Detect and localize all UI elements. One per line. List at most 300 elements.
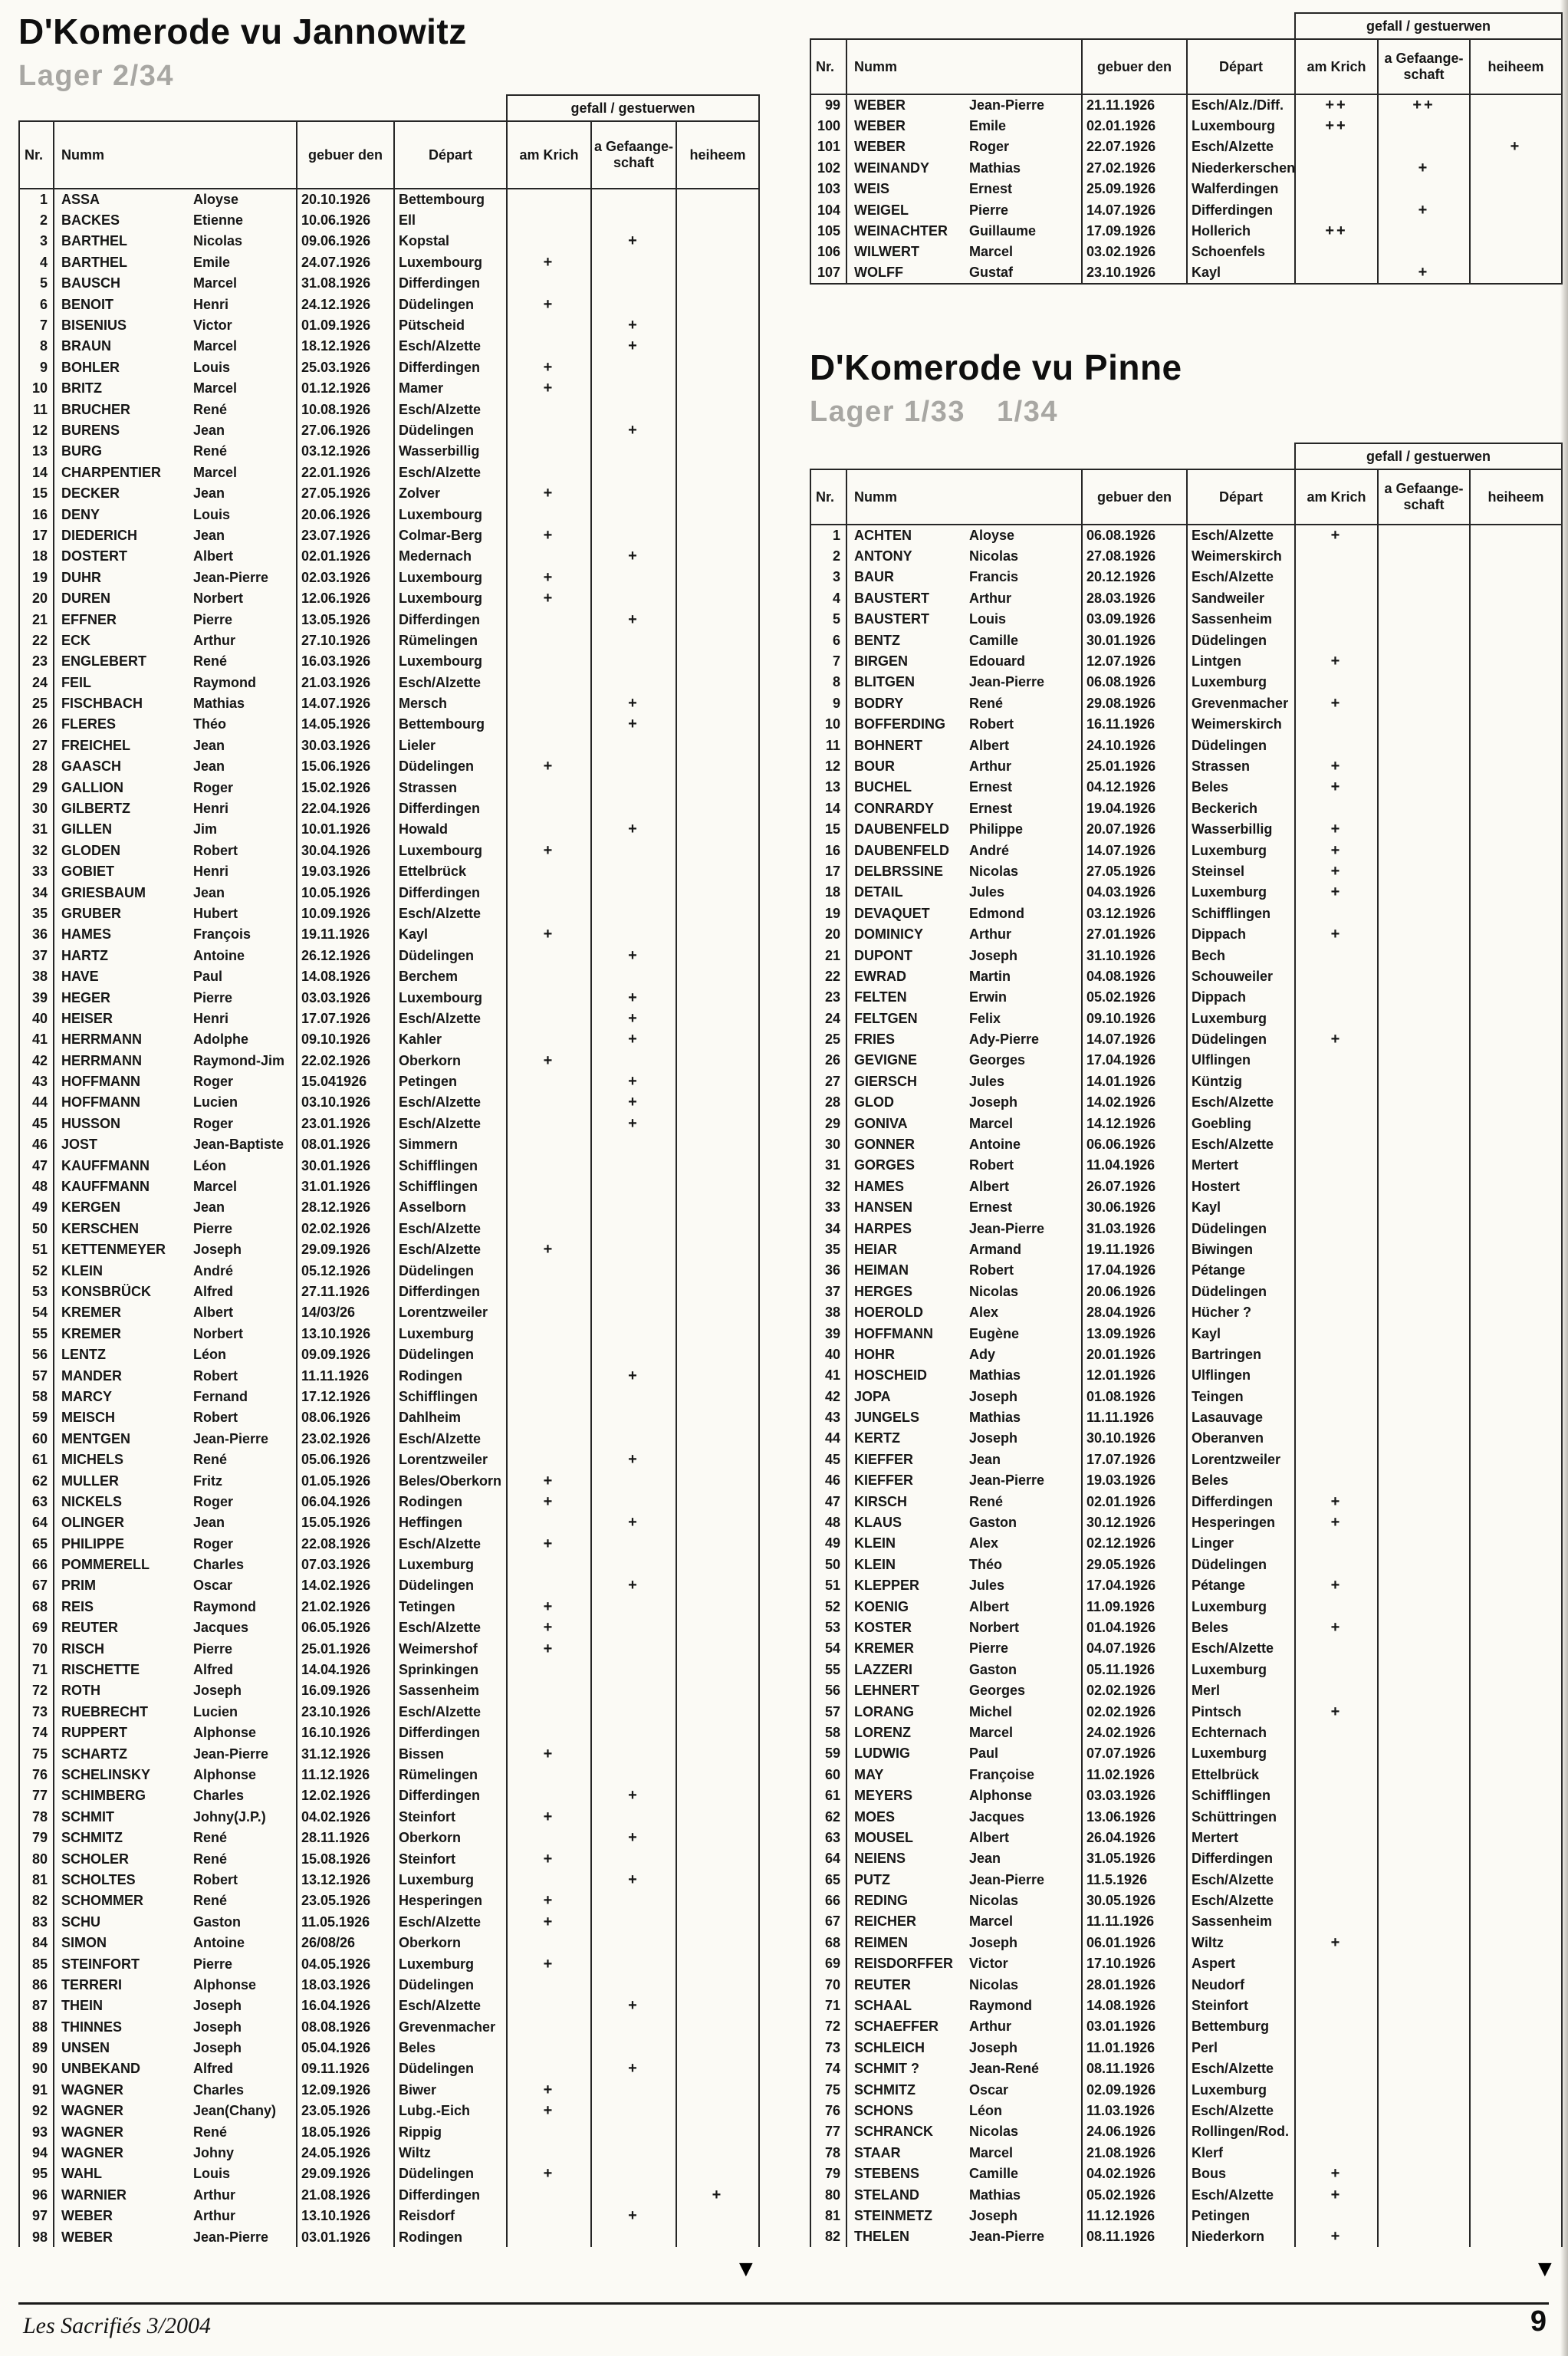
table-row xyxy=(810,903,1562,923)
row-mark-am-krich xyxy=(507,273,591,294)
row-surname: KIEFFER xyxy=(854,1472,914,1489)
row-mark-am-krich xyxy=(1295,1071,1378,1091)
row-firstname: Jean xyxy=(193,527,225,543)
row-number: 84 xyxy=(19,1932,54,1953)
row-mark-gefaangeschaft xyxy=(591,294,676,314)
table-row xyxy=(19,1176,759,1196)
row-mark-am-krich xyxy=(1295,609,1378,630)
row-mark-gefaangeschaft xyxy=(591,2016,676,2037)
row-name xyxy=(846,714,1082,735)
row-number: 22 xyxy=(810,966,846,986)
row-mark-am-krich xyxy=(1295,1428,1378,1449)
row-mark-heiheem xyxy=(676,482,759,503)
row-birthdate: 30.12.1926 xyxy=(1082,1512,1187,1532)
row-mark-gefaangeschaft xyxy=(591,1197,676,1218)
row-firstname: Adolphe xyxy=(193,1032,248,1048)
table-row xyxy=(810,860,1562,881)
row-depart: Luxemburg xyxy=(1187,672,1295,693)
row-mark-gefaangeschaft xyxy=(591,587,676,608)
row-depart: Düdelingen xyxy=(1187,1218,1295,1239)
row-firstname: Alphonse xyxy=(193,1766,257,1782)
row-mark-am-krich xyxy=(1295,1638,1378,1659)
row-surname: CONRARDY xyxy=(854,800,935,816)
row-name xyxy=(846,1596,1082,1617)
row-firstname: Henri xyxy=(193,296,229,312)
row-mark-gefaangeschaft xyxy=(1378,630,1470,650)
row-birthdate: 16.09.1926 xyxy=(297,1680,394,1701)
row-number: 42 xyxy=(810,1386,846,1407)
row-depart: Hesperingen xyxy=(1187,1512,1295,1532)
table-row xyxy=(810,1764,1562,1785)
row-birthdate: 17.12.1926 xyxy=(297,1386,394,1407)
table-row xyxy=(810,1449,1562,1469)
row-firstname: Jean-Pierre xyxy=(969,2229,1045,2245)
row-mark-am-krich xyxy=(1295,1869,1378,1890)
row-mark-am-krich xyxy=(1295,1743,1378,1764)
row-mark-am-krich: + xyxy=(1295,2226,1378,2247)
row-surname: JUNGELS xyxy=(854,1410,920,1426)
row-name xyxy=(846,860,1082,881)
row-depart: Schoenfels xyxy=(1187,242,1295,262)
row-name xyxy=(846,1533,1082,1554)
row-surname: RISCH xyxy=(61,1640,105,1657)
row-mark-gefaangeschaft xyxy=(591,2101,676,2121)
row-name xyxy=(846,1554,1082,1575)
row-depart: Esch/Alz./Diff. xyxy=(1187,94,1295,115)
row-birthdate: 19.04.1926 xyxy=(1082,798,1187,818)
row-number: 58 xyxy=(810,1722,846,1742)
row-mark-gefaangeschaft: + xyxy=(591,1029,676,1050)
row-mark-am-krich: + xyxy=(507,1848,591,1869)
row-mark-am-krich: + xyxy=(1295,777,1378,798)
row-surname: ASSA xyxy=(61,192,100,208)
row-mark-am-krich: + xyxy=(1295,1512,1378,1532)
section2-subtitle: Lager 1/33 1/34 xyxy=(810,396,1058,428)
row-mark-am-krich xyxy=(507,945,591,966)
row-number: 23 xyxy=(810,987,846,1008)
row-surname: GOBIET xyxy=(61,864,115,880)
row-firstname: Gaston xyxy=(193,1913,242,1930)
row-number: 6 xyxy=(810,630,846,650)
row-mark-heiheem xyxy=(1470,2205,1562,2226)
row-birthdate: 03.02.1926 xyxy=(1082,242,1187,262)
table-row xyxy=(810,587,1562,608)
row-birthdate: 04.03.1926 xyxy=(1082,882,1187,903)
row-name xyxy=(846,137,1082,157)
row-firstname: Camille xyxy=(969,2166,1019,2182)
row-surname: WEBER xyxy=(854,97,906,114)
row-name xyxy=(54,1092,297,1113)
row-mark-am-krich xyxy=(507,1155,591,1176)
table-row xyxy=(810,545,1562,566)
header-a-gefaangeschaft-line1: a Gefaange- xyxy=(1384,51,1464,67)
table-row xyxy=(810,609,1562,630)
row-mark-heiheem xyxy=(676,294,759,314)
row-mark-heiheem xyxy=(676,1344,759,1364)
row-birthdate: 13.12.1926 xyxy=(297,1869,394,1890)
row-depart: Asselborn xyxy=(394,1197,507,1218)
row-mark-gefaangeschaft: + xyxy=(1378,157,1470,178)
row-mark-am-krich xyxy=(507,2058,591,2079)
row-birthdate: 17.04.1926 xyxy=(1082,1575,1187,1596)
row-depart: Steinsel xyxy=(1187,860,1295,881)
row-surname: GLODEN xyxy=(61,842,121,858)
row-mark-am-krich: + xyxy=(507,567,591,587)
row-birthdate: 02.02.1926 xyxy=(1082,1680,1187,1700)
row-depart: Pétange xyxy=(1187,1575,1295,1596)
row-birthdate: 01.09.1926 xyxy=(297,314,394,335)
row-birthdate: 20.12.1926 xyxy=(1082,567,1187,587)
row-name xyxy=(846,2016,1082,2037)
row-depart: Differdingen xyxy=(394,798,507,818)
table-row xyxy=(810,714,1562,735)
continuation-arrow-left: ▼ xyxy=(735,2256,758,2282)
row-depart: Luxemburg xyxy=(1187,840,1295,860)
row-mark-heiheem xyxy=(676,357,759,377)
table-row xyxy=(19,1806,759,1827)
row-birthdate: 15.06.1926 xyxy=(297,756,394,777)
row-mark-heiheem xyxy=(676,1932,759,1953)
row-depart: Rippig xyxy=(394,2121,507,2142)
row-birthdate: 15.02.1926 xyxy=(297,777,394,798)
row-mark-heiheem xyxy=(676,1428,759,1449)
row-mark-heiheem xyxy=(676,1365,759,1386)
row-birthdate: 09.09.1926 xyxy=(297,1344,394,1364)
header-a-gefaangeschaft-line2: schaft xyxy=(1403,67,1445,82)
table-row xyxy=(810,1028,1562,1049)
row-mark-am-krich xyxy=(1295,1890,1378,1910)
row-mark-gefaangeschaft xyxy=(1378,1743,1470,1764)
row-number: 59 xyxy=(810,1743,846,1764)
row-mark-gefaangeschaft xyxy=(1378,1806,1470,1827)
row-surname: KAUFFMANN xyxy=(61,1179,150,1195)
row-mark-gefaangeschaft xyxy=(1378,220,1470,241)
row-depart: Esch/Alzette xyxy=(394,1911,507,1932)
row-number: 100 xyxy=(810,115,846,136)
row-name xyxy=(54,2058,297,2079)
row-birthdate: 23.07.1926 xyxy=(297,525,394,545)
row-depart: Goebling xyxy=(1187,1113,1295,1134)
row-name xyxy=(846,693,1082,713)
row-mark-am-krich xyxy=(1295,1848,1378,1869)
table-row xyxy=(19,546,759,567)
row-birthdate: 10.09.1926 xyxy=(297,903,394,923)
row-surname: GALLION xyxy=(61,779,123,795)
row-mark-gefaangeschaft xyxy=(1378,1890,1470,1910)
row-firstname: Norbert xyxy=(969,1620,1020,1635)
row-depart: Schüttringen xyxy=(1187,1806,1295,1827)
row-mark-am-krich xyxy=(1295,262,1378,283)
row-birthdate: 13.05.1926 xyxy=(297,609,394,630)
row-mark-heiheem xyxy=(676,1638,759,1659)
row-mark-heiheem xyxy=(1470,1911,1562,1932)
row-firstname: Jean-Pierre xyxy=(193,1430,269,1446)
row-name xyxy=(54,1008,297,1028)
row-name xyxy=(54,1344,297,1364)
row-mark-gefaangeschaft xyxy=(1378,1218,1470,1239)
row-surname: SCHAAL xyxy=(854,1998,912,2014)
row-name xyxy=(54,1491,297,1512)
row-name xyxy=(846,1407,1082,1427)
row-depart: Teingen xyxy=(1187,1386,1295,1407)
row-firstname: Louis xyxy=(193,506,230,522)
row-surname: WAGNER xyxy=(61,2145,123,2161)
row-number: 74 xyxy=(810,2058,846,2079)
table-row xyxy=(810,2058,1562,2079)
row-mark-heiheem xyxy=(1470,1995,1562,2015)
row-firstname: Roger xyxy=(193,779,234,795)
row-mark-heiheem xyxy=(676,2121,759,2142)
row-firstname: Albert xyxy=(969,737,1010,753)
row-firstname: Aloyse xyxy=(193,192,239,208)
row-number: 12 xyxy=(810,755,846,776)
table-row xyxy=(810,242,1562,262)
row-birthdate: 24.07.1926 xyxy=(297,252,394,272)
row-mark-am-krich xyxy=(1295,1323,1378,1344)
row-mark-am-krich xyxy=(507,1092,591,1113)
row-mark-am-krich xyxy=(507,1407,591,1428)
row-mark-am-krich xyxy=(507,1659,591,1680)
row-name xyxy=(54,693,297,713)
row-firstname: Raymond-Jim xyxy=(193,1052,285,1068)
header-gefall-gestuerwen: gefall / gestuerwen xyxy=(507,95,759,121)
row-mark-heiheem xyxy=(676,1029,759,1050)
row-mark-heiheem xyxy=(676,1197,759,1218)
row-birthdate: 14.02.1926 xyxy=(1082,1092,1187,1113)
row-mark-heiheem xyxy=(1470,966,1562,986)
row-mark-gefaangeschaft xyxy=(591,1134,676,1155)
row-surname: HERRMANN xyxy=(61,1052,142,1068)
row-firstname: Léon xyxy=(193,1157,226,1173)
table-row xyxy=(810,923,1562,944)
row-name xyxy=(846,1575,1082,1596)
row-depart: Lintgen xyxy=(1187,650,1295,671)
row-birthdate: 03.09.1926 xyxy=(1082,609,1187,630)
table-row xyxy=(19,882,759,903)
row-surname: DETAIL xyxy=(854,884,903,900)
roster-table-jannowitz-right xyxy=(810,12,1561,285)
row-mark-gefaangeschaft xyxy=(591,966,676,986)
row-surname: KREMER xyxy=(854,1640,915,1657)
row-firstname: Roger xyxy=(193,1535,234,1551)
row-birthdate: 27.08.1926 xyxy=(1082,545,1187,566)
row-mark-heiheem xyxy=(1470,818,1562,839)
row-number: 79 xyxy=(19,1827,54,1848)
row-depart: Dahlheim xyxy=(394,1407,507,1428)
table-row xyxy=(19,1491,759,1512)
row-mark-heiheem xyxy=(676,1470,759,1491)
row-number: 95 xyxy=(19,2164,54,2184)
row-mark-heiheem xyxy=(1470,1680,1562,1700)
row-mark-heiheem xyxy=(1470,1386,1562,1407)
row-mark-am-krich xyxy=(1295,179,1378,199)
row-name xyxy=(846,1659,1082,1680)
row-depart: Luxembourg xyxy=(394,252,507,272)
row-birthdate: 30.10.1926 xyxy=(1082,1428,1187,1449)
row-name xyxy=(846,966,1082,986)
row-mark-heiheem xyxy=(1470,987,1562,1008)
row-birthdate: 17.04.1926 xyxy=(1082,1260,1187,1281)
row-mark-am-krich xyxy=(1295,672,1378,693)
row-birthdate: 01.04.1926 xyxy=(1082,1617,1187,1637)
row-mark-am-krich xyxy=(1295,1953,1378,1974)
row-name xyxy=(54,735,297,755)
row-birthdate: 11.11.1926 xyxy=(1082,1407,1187,1427)
row-mark-heiheem xyxy=(676,1848,759,1869)
row-mark-heiheem xyxy=(1470,2100,1562,2121)
row-birthdate: 06.04.1926 xyxy=(297,1491,394,1512)
row-mark-heiheem xyxy=(676,1743,759,1764)
row-surname: WEIGEL xyxy=(854,202,909,218)
row-birthdate: 24.02.1926 xyxy=(1082,1722,1187,1742)
row-firstname: Raymond xyxy=(193,674,257,690)
row-depart: Esch/Alzette xyxy=(1187,525,1295,545)
row-number: 29 xyxy=(810,1113,846,1134)
table-row xyxy=(19,1239,759,1260)
table-row xyxy=(810,1995,1562,2015)
table-row xyxy=(19,1869,759,1890)
row-birthdate: 03.03.1926 xyxy=(1082,1785,1187,1805)
row-depart: Düdelingen xyxy=(394,2164,507,2184)
row-mark-heiheem xyxy=(676,672,759,693)
row-firstname: René xyxy=(193,1851,228,1867)
row-mark-gefaangeschaft: + xyxy=(591,987,676,1008)
row-depart: Differdingen xyxy=(1187,1491,1295,1512)
row-birthdate: 14/03/26 xyxy=(297,1302,394,1323)
table-row xyxy=(810,1365,1562,1386)
roster-table xyxy=(810,12,1563,285)
row-surname: BODRY xyxy=(854,695,904,711)
row-birthdate: 31.05.1926 xyxy=(1082,1848,1187,1869)
row-birthdate: 29.09.1926 xyxy=(297,1239,394,1260)
row-mark-gefaangeschaft xyxy=(1378,1028,1470,1049)
row-birthdate: 24.10.1926 xyxy=(1082,735,1187,755)
row-firstname: Ady xyxy=(969,1346,996,1362)
row-mark-heiheem xyxy=(676,1176,759,1196)
row-birthdate: 11.02.1926 xyxy=(1082,1764,1187,1785)
row-mark-am-krich: + xyxy=(507,1491,591,1512)
row-firstname: Jacques xyxy=(969,1808,1025,1825)
row-firstname: Charles xyxy=(193,2081,245,2098)
row-name xyxy=(54,1407,297,1428)
table-row xyxy=(19,1932,759,1953)
row-mark-am-krich xyxy=(507,1134,591,1155)
row-surname: DAUBENFELD xyxy=(854,821,949,837)
row-name xyxy=(54,462,297,482)
row-mark-am-krich: + xyxy=(1295,860,1378,881)
row-number: 71 xyxy=(19,1659,54,1680)
row-mark-am-krich: + xyxy=(507,357,591,377)
row-name xyxy=(846,2037,1082,2058)
row-number: 41 xyxy=(19,1029,54,1050)
row-mark-heiheem xyxy=(676,630,759,650)
row-depart: Bech xyxy=(1187,945,1295,966)
row-mark-heiheem xyxy=(1470,1155,1562,1176)
row-mark-am-krich xyxy=(507,1512,591,1533)
table-row xyxy=(810,818,1562,839)
row-surname: SCHAEFFER xyxy=(854,2019,939,2035)
row-mark-gefaangeschaft xyxy=(1378,903,1470,923)
row-surname: KAUFFMANN xyxy=(61,1157,150,1173)
row-birthdate: 23.10.1926 xyxy=(297,1701,394,1722)
row-number: 21 xyxy=(810,945,846,966)
row-surname: HEISER xyxy=(61,1010,113,1026)
row-name xyxy=(54,1785,297,1806)
row-surname: BOHNERT xyxy=(854,737,922,753)
row-mark-gefaangeschaft xyxy=(1378,115,1470,136)
row-mark-heiheem xyxy=(676,882,759,903)
row-name xyxy=(846,1869,1082,1890)
row-depart: Luxembourg xyxy=(1187,115,1295,136)
table-row xyxy=(19,2184,759,2205)
row-firstname: Jean-Pierre xyxy=(193,1746,269,1762)
row-birthdate: 13.06.1926 xyxy=(1082,1806,1187,1827)
row-birthdate: 05.02.1926 xyxy=(1082,987,1187,1008)
row-name xyxy=(846,1617,1082,1637)
row-mark-heiheem xyxy=(1470,1239,1562,1259)
table-row xyxy=(810,2205,1562,2226)
row-birthdate: 11.12.1926 xyxy=(1082,2205,1187,2226)
row-surname: LORANG xyxy=(854,1703,914,1719)
row-depart: Luxembourg xyxy=(394,504,507,525)
row-surname: HERGES xyxy=(854,1283,913,1299)
row-number: 37 xyxy=(19,945,54,966)
row-name xyxy=(846,179,1082,199)
row-depart: Simmern xyxy=(394,1134,507,1155)
row-birthdate: 11.12.1926 xyxy=(297,1764,394,1785)
row-birthdate: 03.01.1926 xyxy=(1082,2016,1187,2037)
row-surname: FEIL xyxy=(61,674,91,690)
row-surname: MARCY xyxy=(61,1388,112,1404)
row-firstname: Jean-Pierre xyxy=(969,97,1045,114)
row-depart: Esch/Alzette xyxy=(394,1617,507,1638)
row-birthdate: 23.10.1926 xyxy=(1082,262,1187,283)
row-surname: RISCHETTE xyxy=(61,1662,140,1678)
table-row xyxy=(19,1155,759,1176)
row-firstname: Joseph xyxy=(969,1388,1018,1404)
row-mark-heiheem xyxy=(676,2037,759,2058)
row-depart: Düdelingen xyxy=(1187,735,1295,755)
row-mark-gefaangeschaft xyxy=(591,1344,676,1364)
row-depart: Esch/Alzette xyxy=(394,1008,507,1028)
row-birthdate: 18.05.1926 xyxy=(297,2121,394,2142)
row-firstname: Nicolas xyxy=(193,233,243,249)
row-number: 103 xyxy=(810,179,846,199)
row-mark-am-krich: + xyxy=(1295,1028,1378,1049)
row-birthdate: 16.04.1926 xyxy=(297,1996,394,2016)
row-mark-am-krich xyxy=(1295,1995,1378,2015)
row-mark-am-krich xyxy=(507,1932,591,1953)
row-mark-gefaangeschaft: + xyxy=(591,1785,676,1806)
row-mark-gefaangeschaft xyxy=(591,903,676,923)
row-birthdate: 12.01.1926 xyxy=(1082,1365,1187,1386)
row-birthdate: 16.03.1926 xyxy=(297,651,394,672)
row-firstname: Jean-Pierre xyxy=(969,1220,1045,1236)
row-name xyxy=(54,189,297,209)
table-row xyxy=(19,1996,759,2016)
row-depart: Wasserbillig xyxy=(394,441,507,462)
row-number: 72 xyxy=(810,2016,846,2037)
row-mark-gefaangeschaft xyxy=(591,399,676,420)
row-mark-heiheem xyxy=(1470,693,1562,713)
row-surname: THELEN xyxy=(854,2229,909,2245)
table-row xyxy=(19,756,759,777)
row-number: 70 xyxy=(810,1974,846,1995)
table-header-group-row xyxy=(810,443,1562,469)
table-row xyxy=(810,1050,1562,1071)
row-number: 5 xyxy=(19,273,54,294)
table-row xyxy=(19,1743,759,1764)
